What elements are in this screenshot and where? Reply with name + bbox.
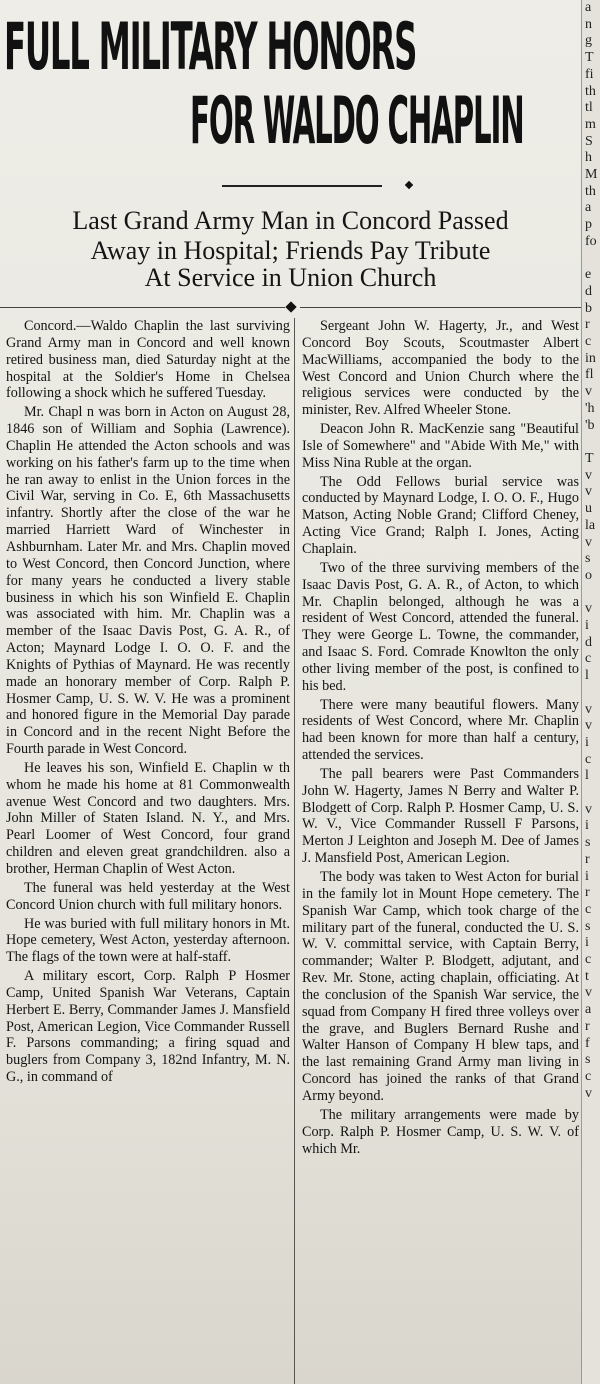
margin-fragment: s [585, 551, 591, 567]
margin-fragment: t [585, 968, 589, 984]
margin-fragment: a [585, 1002, 592, 1018]
margin-fragment: v [585, 701, 592, 717]
margin-fragment [582, 434, 600, 451]
paragraph: He leaves his son, Winfield E. Chaplin w th whom he made his home at 81 Commonwealth avenue West Concord and two daughters. Mrs. John Miller of Staten Island. N. Y., and Mrs. Pearl Loomer of West Concord, four grand children and eleven great grandchildren. also a brother, Herman Chaplin of West Acton. [6, 759, 290, 877]
margin-fragment: fl [585, 367, 594, 383]
paragraph: He was buried with full military honors in Mt. Hope cemetery, West Acton, yesterday afternoon. The flags of the town were at half-staff. [6, 915, 290, 966]
margin-fragment: v [585, 534, 592, 550]
margin-fragment: m [585, 116, 596, 132]
margin-fragment: v [585, 1085, 592, 1101]
margin-fragment: a [585, 0, 592, 15]
margin-fragment: T [585, 50, 594, 66]
margin-fragment: u [585, 501, 592, 517]
paragraph: Concord.—Waldo Chaplin the last surviving Grand Army man in Concord and well known retired business man, died Saturday night at the hospital at the Soldier's Home in Chelsea following a shock which he suffered Tuesday. [6, 318, 290, 402]
margin-fragment: fo [585, 233, 597, 249]
margin-fragment: fi [585, 66, 594, 82]
margin-fragment: v [585, 601, 592, 617]
margin-fragment: s [585, 835, 591, 851]
margin-fragment: th [585, 183, 596, 199]
article-body [0, 318, 581, 1384]
margin-fragment: tl [585, 100, 593, 116]
column-left [6, 318, 290, 1384]
margin-fragment: v [585, 467, 592, 483]
paragraph: There were many beautiful flowers. Many residents of West Concord, where Mr. Chaplin had been known for more than half a century, attended the services. [302, 696, 579, 764]
paragraph: Deacon John R. MacKenzie sang "Beautiful Isle of Somewhere" and "Abide With Me," with Miss Nina Ruble at the organ. [302, 421, 579, 471]
margin-fragment: la [585, 517, 596, 533]
paragraph: The military arrangements were made by Corp. Ralph P. Hosmer Camp, U. S. W. V. of which Mr. [302, 1106, 579, 1157]
margin-fragment: d [585, 283, 592, 299]
margin-fragment: o [585, 567, 592, 583]
margin-fragment: c [585, 751, 592, 767]
margin-fragment: c [585, 901, 592, 917]
margin-fragment: l [585, 768, 589, 784]
margin-fragment: p [585, 217, 592, 233]
margin-fragment [582, 251, 600, 268]
paragraph: The pall bearers were Past Commanders John W. Hagerty, James N Berry and Walter P. Blodgett of Corp. Ralph P. Hosmer Camp, U. S. W. V., Vice Commander Russell F Parsons, Merton J Leighton and Joseph M. Dee of James J. Mansfield Post, American Legion. [302, 765, 579, 867]
paragraph: Mr. Chapl n was born in Acton on August 28, 1846 son of William and Sophia (Lawrence). Chaplin He attended the Acton schools and was working on his father's farm up to the time when he ran away to enlist in the Union forces in the Civil War, serving in Co. E, 6th Massachusetts infantry. Shortly after the close of the war he married Harriett Ward of Winchester in Ashburnham. Later Mr. and Mrs. Chaplin moved to West Concord, then Concord Junction, where for many years he conducted a livery stable business in which his son Winfield E. Chaplin was associated with him. Mr. Chaplin was a member of the Isaac Davis Post, G. A. R., of Acton; Maynard Lodge I. O. O. F. and the Knights of Pythias of Maynard. He was recently made an honorary member of Corp. Ralph P. Hosmer Camp, U. S. W. V. He was a prominent and honored figure in the Memorial Day parade in Concord and in the recent Night Before the Fourth parade in West Concord. [6, 404, 290, 758]
headline-line-2: FOR WALDO CHAPLIN [190, 82, 524, 159]
margin-fragment: c [585, 952, 592, 968]
margin-fragment: 'b [585, 417, 595, 433]
margin-fragment: th [585, 83, 596, 99]
margin-fragment: d [585, 634, 592, 650]
margin-fragment: e [585, 267, 592, 283]
margin-fragment [582, 585, 600, 602]
margin-fragment: i [585, 935, 589, 951]
margin-fragment: g [585, 33, 592, 49]
margin-fragment: i [585, 734, 589, 750]
paragraph: The funeral was held yesterday at the West Concord Union church with full military honors. [6, 879, 290, 913]
margin-fragment: r [585, 885, 590, 901]
margin-fragment: c [585, 651, 592, 667]
ornament-diamond-top [405, 181, 413, 189]
paragraph: Two of the three surviving members of the Isaac Davis Post, G. A. R., of Acton, to which Mr. Chaplin belonged, although he was a resident of West Concord, attended the funeral. They were George L. Towne, the commander, and Isaac S. Ford. Comrade Knowlton the only other living member of the post, is confined to his bed. [302, 559, 579, 694]
margin-fragment: b [585, 300, 592, 316]
margin-fragment: 'h [585, 400, 595, 416]
margin-fragment: r [585, 1018, 590, 1034]
margin-fragment: v [585, 484, 592, 500]
column-divider [294, 318, 295, 1384]
paragraph: Sergeant John W. Hagerty, Jr., and West Concord Boy Scouts, Scoutmaster Albert MacWilliams, accompanied the body to the West Concord and Union Church where the religious services were conducted by the minister, Rev. Alfred Wheeler Stone. [302, 318, 579, 419]
margin-fragment: f [585, 1035, 590, 1051]
margin-fragment: c [585, 334, 592, 350]
margin-fragment: a [585, 200, 592, 216]
ornament-diamond-section [285, 301, 296, 312]
margin-fragment: in [585, 350, 596, 366]
column-right [302, 318, 579, 1384]
paragraph: A military escort, Corp. Ralph P Hosmer Camp, United Spanish War Veterans, Captain Herbert E. Berry, Commander James J. Mansfield Post, American Legion, Vice Commander Russell F. Parsons commanding; a firing squad and buglers from Company 3, 182nd Infantry, M. N. G., in command of [6, 968, 290, 1086]
paragraph: The Odd Fellows burial service was conducted by Maynard Lodge, I. O. O. F., Hugo Matson, Acting Noble Grand; Clifford Cheney, Acting Vice Grand; Ralph I. Jones, Acting Chaplain. [302, 473, 579, 557]
margin-fragment: l [585, 668, 589, 684]
margin-fragment: s [585, 1052, 591, 1068]
margin-fragment: i [585, 818, 589, 834]
margin-fragment: S [585, 133, 593, 149]
margin-fragment: i [585, 868, 589, 884]
paragraph: The body was taken to West Acton for burial in the family lot in Mount Hope cemetery. The Spanish War Camp, which took charge of the military part of the funeral, conducted the U. S. W. V. committal service, with Captain Berry, commander; Walter P. Blodgett, adjutant, and Rev. Mr. Stone, acting chaplain, officiating. At the conclusion of the Spanish War service, the squad from Company H fired three volleys over the grave, and Buglers Bernard Rushe and Walter Hanson of Company H blew taps, and the last remaining Grand Army man living in Concord has joined the ranks of that Grand Army beyond. [302, 869, 579, 1104]
margin-fragment: M [585, 167, 598, 183]
adjacent-column-fragment [581, 0, 600, 1384]
margin-fragment: c [585, 1069, 592, 1084]
margin-fragment: i [585, 618, 589, 634]
subhead-line-3: At Service in Union Church [144, 263, 437, 292]
margin-fragment: n [585, 16, 592, 32]
section-rule-right [300, 307, 581, 308]
margin-fragment: v [585, 384, 592, 400]
headline-rule [222, 185, 382, 187]
headline-line-1: FULL MILITARY HONORS [4, 8, 417, 85]
margin-fragment: v [585, 718, 592, 734]
margin-fragment: T [585, 450, 594, 466]
margin-fragment: r [585, 317, 590, 333]
margin-fragment: v [585, 985, 592, 1001]
section-rule-left [0, 307, 285, 308]
margin-fragment: r [585, 851, 590, 867]
margin-fragment [582, 785, 600, 802]
margin-fragment [582, 685, 600, 702]
subhead-line-1: Last Grand Army Man in Concord Passed [72, 206, 509, 235]
margin-fragment: h [585, 150, 592, 166]
margin-fragment: v [585, 801, 592, 817]
margin-fragment: s [585, 918, 591, 934]
subhead-line-2: Away in Hospital; Friends Pay Tribute [90, 236, 491, 265]
